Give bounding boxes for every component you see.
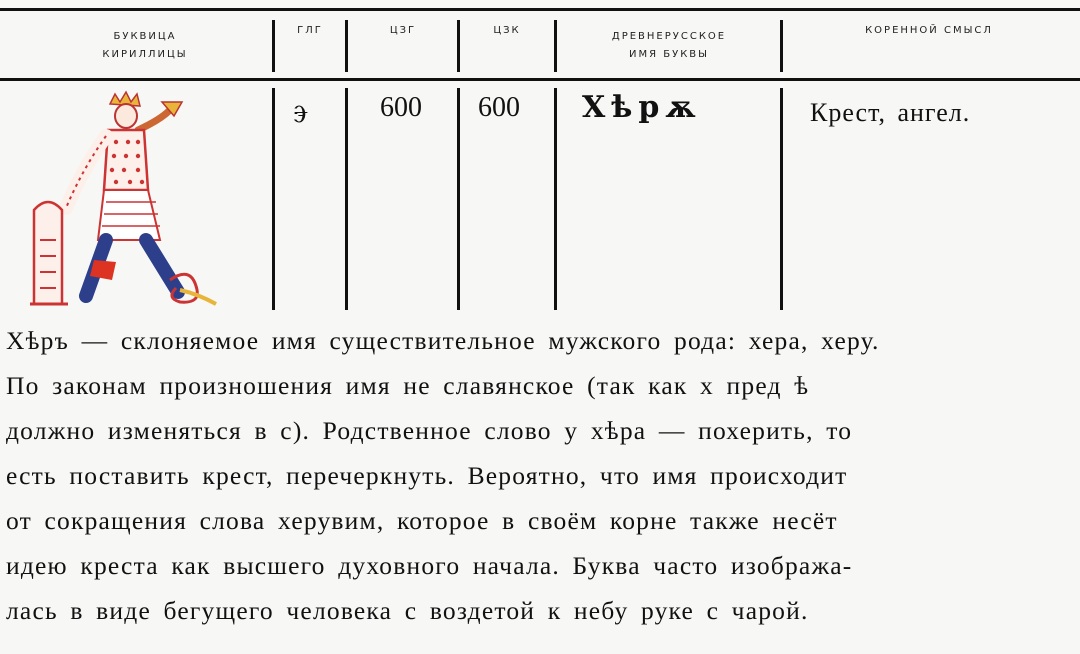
column-divider [780,20,783,72]
header-old-name: ДРЕВНЕРУССКОЕ ИМЯ БУКВЫ [611,31,727,60]
paragraph-line: от сокращения слова херувим, которое в своём корне также несёт [6,506,838,535]
paragraph-line: должно изменяться в с). Родственное слово у хѣра — похерить, то [6,416,853,445]
column-divider [457,88,460,310]
column-divider [272,20,275,72]
header-tsg: ЦЗГ [389,25,417,36]
paragraph-line: идею креста как высшего духовного начала. Буква часто изобража- [6,551,853,580]
description-paragraph [6,318,1076,633]
paragraph-line: лась в виде бегущего человека с воздетой к небу руке с чарой. [6,596,809,625]
tsk-value: 600 [478,92,520,123]
old-letter-name: Хѣрѫ [582,90,702,125]
table-header-rule [0,78,1080,81]
paragraph-line: Хѣръ — склоняемое имя существительное мужского рода: хера, херу. [6,326,880,355]
header-glagolitic: ГЛГ [297,25,323,36]
column-divider [457,20,460,72]
column-divider [272,88,275,310]
table-top-rule [0,8,1080,11]
illuminated-initial-kher-image [20,90,225,310]
glagolitic-glyph: Ⰵ [293,100,309,128]
tsg-value: 600 [380,92,422,123]
paragraph-line: есть поставить крест, перечеркнуть. Вероятно, что имя происходит [6,461,848,490]
column-divider [345,20,348,72]
header-root-meaning: КОРЕННОЙ СМЫСЛ [865,25,993,36]
root-meaning-text: Крест, ангел. [810,98,971,127]
column-divider [780,88,783,310]
column-divider [554,20,557,72]
column-divider [554,88,557,310]
paragraph-line: По законам произношения имя не славянское (так как х пред ѣ [6,371,810,400]
header-tsk: ЦЗК [493,25,521,36]
header-initial-letter: БУКВИЦА КИРИЛЛИЦЫ [102,31,188,60]
letter-table [0,8,1080,310]
column-divider [345,88,348,310]
